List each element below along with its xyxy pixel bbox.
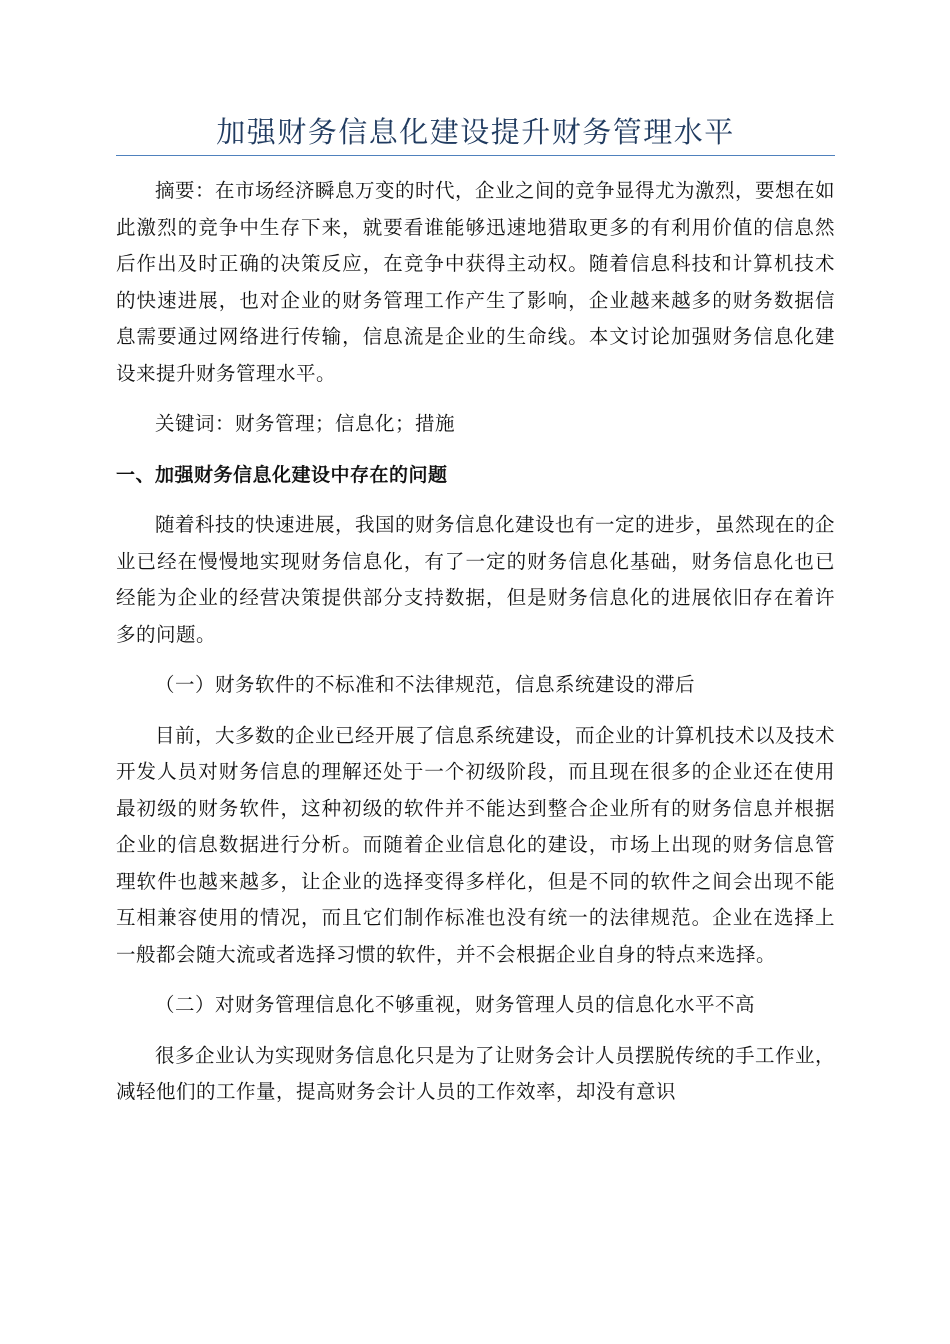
section-heading-1: 一、加强财务信息化建设中存在的问题 (116, 463, 448, 486)
section-1-intro-paragraph: 随着科技的快速进展，我国的财务信息化建设也有一定的进步，虽然现在的企业已经在慢慢地实现财务信息化，有了一定的财务信息化基础，财务信息化也已经能为企业的经营决策提供部分支持数据，但是财务信息化的进展依旧存在着许多的问题。 (116, 513, 836, 646)
document-body (116, 173, 835, 1125)
document-title: 加强财务信息化建设提升财务管理水平 (216, 115, 735, 149)
subsection-1-paragraph: 目前，大多数的企业已经开展了信息系统建设，而企业的计算机技术以及技术开发人员对财务信息的理解还处于一个初级阶段，而且现在很多的企业还在使用最初级的财务软件，这种初级的软件并不能达到整合企业所有的财务信息并根据企业的信息数据进行分析。而随着企业信息化的建设，市场上出现的财务信息管理软件也越来越多，让企业的选择变得多样化，但是不同的软件之间会出现不能互相兼容使用的情况，而且它们制作标准也没有统一的法律规范。企业在选择上一般都会随大流或者选择习惯的软件，并不会根据企业自身的特点来选择。 (116, 723, 836, 966)
abstract-paragraph: 摘要：在市场经济瞬息万变的时代，企业之间的竞争显得尤为激烈，要想在如此激烈的竞争中生存下来，就要看谁能够迅速地猎取更多的有利用价值的信息然后作出及时正确的决策反应，在竞争中获得主动权。随着信息科技和计算机技术的快速进展，也对企业的财务管理工作产生了影响，企业越来越多的财务数据信息需要通过网络进行传输，信息流是企业的生命线。本文讨论加强财务信息化建设来提升财务管理水平。 (116, 179, 836, 385)
title-underline (116, 155, 835, 156)
subsection-heading-1: （一）财务软件的不标准和不法律规范，信息系统建设的滞后 (155, 673, 696, 696)
subsection-heading-2: （二）对财务管理信息化不够重视，财务管理人员的信息化水平不高 (155, 993, 756, 1016)
subsection-2-paragraph: 很多企业认为实现财务信息化只是为了让财务会计人员摆脱传统的手工作业，减轻他们的工作量，提高财务会计人员的工作效率，却没有意识 (116, 1043, 836, 1103)
keywords-line: 关键词：财务管理；信息化；措施 (155, 412, 456, 435)
